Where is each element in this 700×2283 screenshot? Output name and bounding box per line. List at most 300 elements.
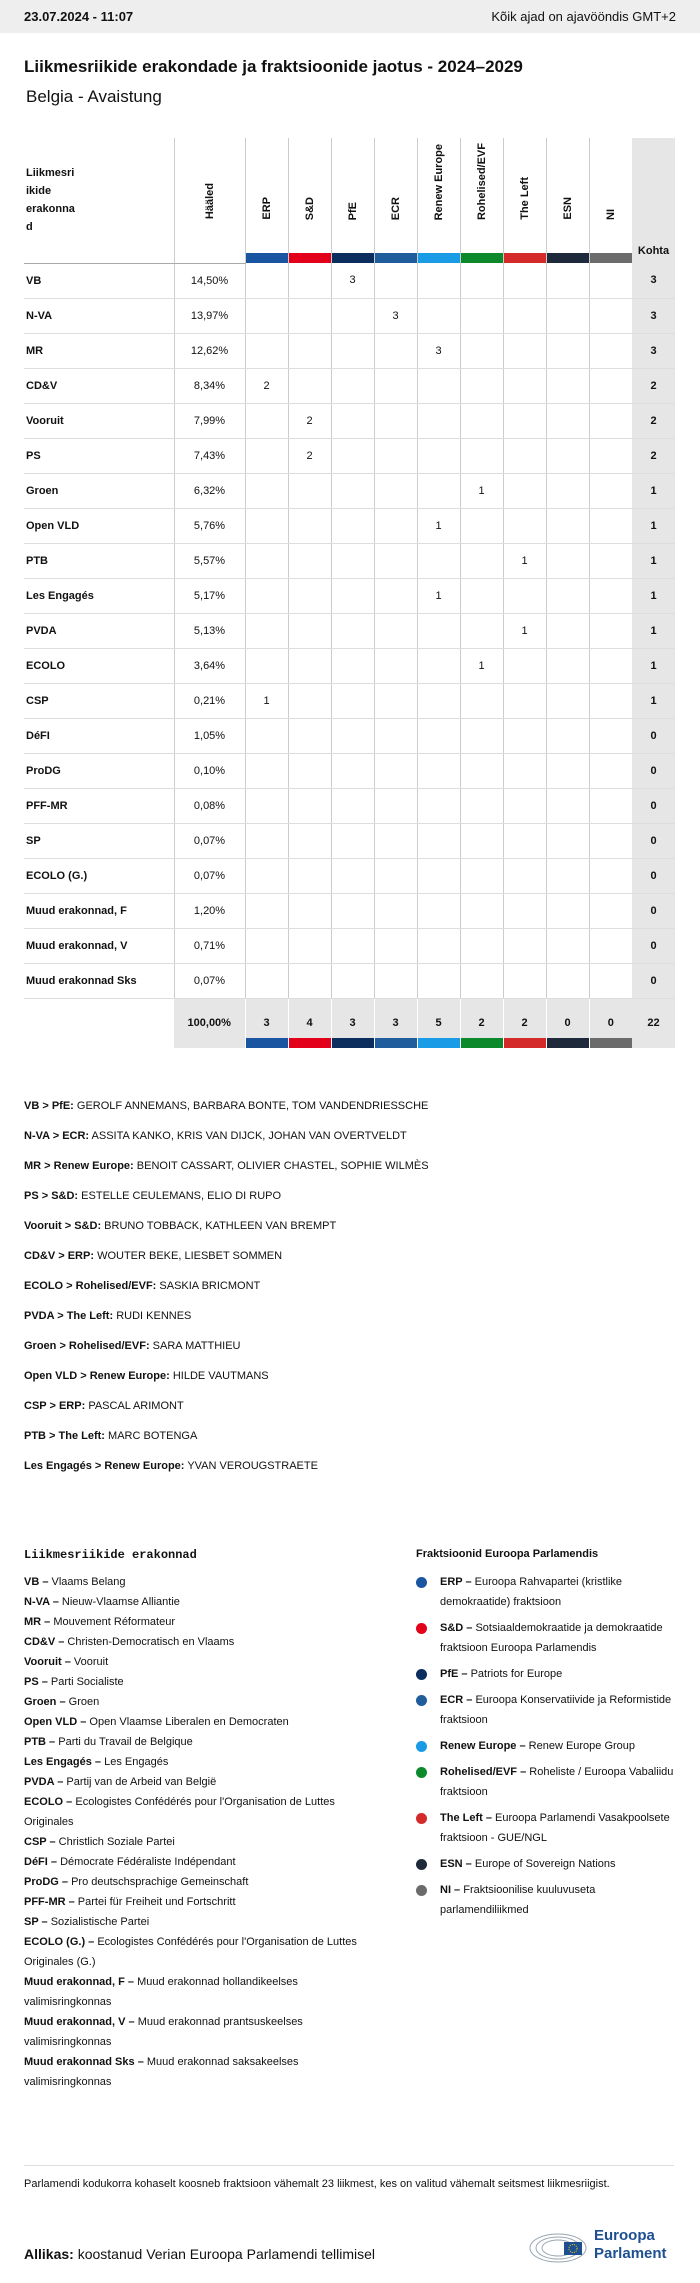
group-seat-cell [417,368,460,403]
results-table [24,138,675,1048]
party-name-cell: Groen [24,473,174,508]
group-seat-cell [331,788,374,823]
group-total-cell [245,998,288,1048]
group-total-cell [589,998,632,1048]
member-entry [24,1338,674,1368]
group-color-dot-icon [416,1885,427,1896]
group-column-header [374,138,417,263]
group-seat-cell: 2 [245,368,288,403]
group-legend-item [416,1762,678,1802]
group-color-swatch [332,253,374,263]
group-seat-cell [546,963,589,998]
table-row [24,928,675,963]
group-seat-cell [245,263,288,298]
party-legend-item [24,1692,364,1712]
group-seat-cell: 3 [417,333,460,368]
group-column-header [546,138,589,263]
group-seat-cell [417,648,460,683]
group-seat-cell [245,543,288,578]
group-abbreviation: ERP – [440,1576,472,1588]
group-seat-cell [288,508,331,543]
group-seat-cell [331,578,374,613]
party-name-cell: ECOLO (G.) [24,858,174,893]
group-seat-cell [417,718,460,753]
group-seat-cell [374,928,417,963]
group-seat-cell [460,963,503,998]
parliament-emblem-icon [528,2226,588,2264]
group-seat-cell [245,473,288,508]
group-column-header [417,138,460,263]
group-seat-cell [503,893,546,928]
member-names: SASKIA BRICMONT [159,1280,261,1292]
group-seat-cell [331,928,374,963]
party-full-name: Mouvement Réformateur [53,1616,176,1628]
party-legend-item [24,1772,364,1792]
party-legend-item [24,1592,364,1612]
seats-cell: 2 [632,403,675,438]
group-seat-cell [503,683,546,718]
group-seat-cell [546,753,589,788]
party-legend-item [24,2052,364,2092]
group-abbreviation: NI – [440,1884,461,1896]
member-names: ASSITA KANKO, KRIS VAN DIJCK, JOHAN VAN OVERTVELDT [91,1130,407,1142]
party-name-cell: CSP [24,683,174,718]
table-row [24,438,675,473]
votes-cell: 0,07% [174,963,245,998]
group-abbreviation: S&D – [440,1622,473,1634]
group-seat-cell [589,963,632,998]
group-seat-cell [460,438,503,473]
group-color-swatch [332,1038,374,1048]
party-name-cell: PS [24,438,174,473]
group-seat-cell [374,963,417,998]
votes-cell: 1,20% [174,893,245,928]
group-legend-text [440,1618,678,1658]
group-seat-cell [546,858,589,893]
group-seat-cell [374,473,417,508]
member-group-key: PVDA > The Left: [24,1310,114,1322]
group-header-text: ERP [260,197,273,220]
group-seat-cell [546,648,589,683]
group-color-swatch [590,1038,633,1048]
group-seat-cell [460,613,503,648]
group-full-name: Euroopa Rahvapartei (kristlike demokraatide) fraktsioon [440,1576,623,1608]
group-seat-cell [331,648,374,683]
group-seat-cell [417,928,460,963]
votes-cell: 0,08% [174,788,245,823]
group-header-text: ECR [389,196,402,220]
member-entry [24,1368,674,1398]
group-seat-cell [460,263,503,298]
party-name-cell: N-VA [24,298,174,333]
group-seat-cell [460,858,503,893]
party-full-name: Vooruit [73,1656,109,1668]
timezone-note: Kõik ajad on ajavööndis GMT+2 [491,9,676,24]
group-seat-cell [245,893,288,928]
group-seat-cell [503,578,546,613]
table-row [24,403,675,438]
table-row [24,823,675,858]
party-abbreviation: Muud erakonnad, V – [24,2016,135,2028]
votes-cell: 5,57% [174,543,245,578]
group-seat-cell [245,963,288,998]
group-seat-cell [374,543,417,578]
table-row [24,543,675,578]
member-group-key: N-VA > ECR: [24,1130,90,1142]
votes-cell: 8,34% [174,368,245,403]
group-seat-cell [417,963,460,998]
group-header-text: NI [604,209,617,220]
group-seat-cell [374,648,417,683]
party-abbreviation: ProDG – [24,1876,69,1888]
party-full-name: Groen [68,1696,100,1708]
group-seat-cell [374,718,417,753]
group-seat-cell [374,508,417,543]
group-color-swatch [375,253,417,263]
group-seat-cell: 1 [460,648,503,683]
group-seat-cell [417,823,460,858]
group-seat-cell [331,543,374,578]
table-row [24,718,675,753]
group-seat-cell [589,333,632,368]
group-total-value: 3 [349,1017,356,1030]
group-seat-cell: 1 [417,578,460,613]
group-seat-cell [503,403,546,438]
group-seat-cell [331,963,374,998]
party-name-cell: Vooruit [24,403,174,438]
group-seat-cell [546,718,589,753]
party-abbreviation: Open VLD – [24,1716,87,1728]
party-abbreviation: SP – [24,1916,48,1928]
group-total-value: 0 [607,1017,614,1030]
group-legend-text [440,1854,616,1874]
group-seat-cell [374,753,417,788]
member-entry [24,1248,674,1278]
party-legend-item [24,1612,364,1632]
seats-cell: 0 [632,788,675,823]
group-seat-cell [417,473,460,508]
group-seat-cell [460,578,503,613]
group-color-swatch [547,253,589,263]
member-entry [24,1398,674,1428]
party-legend-item [24,1972,364,2012]
group-legend-text [440,1736,635,1756]
group-seat-cell [589,263,632,298]
member-group-key: PS > S&D: [24,1190,79,1202]
party-legend [24,1548,364,2092]
seats-cell: 2 [632,368,675,403]
group-full-name: Euroopa Parlamendi Vasakpoolsete fraktsioon - GUE/NGL [440,1812,670,1844]
group-color-swatch [289,1038,331,1048]
votes-column-header [174,138,245,263]
group-seat-cell [374,858,417,893]
party-legend-item [24,1652,364,1672]
party-abbreviation: Les Engagés – [24,1756,102,1768]
group-seat-cell: 2 [288,403,331,438]
member-group-key: Groen > Rohelised/EVF: [24,1340,150,1352]
group-seat-cell [546,613,589,648]
party-abbreviation: Vooruit – [24,1656,71,1668]
logo-line-1: Euroopa [594,2227,655,2244]
member-group-key: CD&V > ERP: [24,1250,94,1262]
member-entry [24,1128,674,1158]
group-legend-item [416,1690,678,1730]
seats-cell: 0 [632,718,675,753]
group-seat-cell [546,893,589,928]
group-full-name: Europe of Sovereign Nations [474,1858,616,1870]
table-row [24,858,675,893]
votes-cell: 0,21% [174,683,245,718]
source-label: Allikas: [24,2246,74,2262]
group-seat-cell [589,543,632,578]
party-legend-item [24,1752,364,1772]
group-column-header [288,138,331,263]
group-seat-cell [460,368,503,403]
party-full-name: Partij van de Arbeid van België [66,1776,217,1788]
totals-row [24,998,675,1048]
group-total-cell [460,998,503,1048]
group-seat-cell [589,928,632,963]
seats-column-header: Kohta [632,138,675,263]
group-total-value: 3 [263,1017,270,1030]
group-column-header [245,138,288,263]
logo-line-2: Parlament [594,2245,667,2262]
group-seat-cell [546,403,589,438]
group-seat-cell [245,438,288,473]
group-seat-cell [288,753,331,788]
group-color-swatch [547,1038,589,1048]
timestamp: 23.07.2024 - 11:07 [24,9,134,24]
group-total-value: 2 [521,1017,528,1030]
table-row [24,578,675,613]
member-names: SARA MATTHIEU [152,1340,241,1352]
seats-cell: 0 [632,928,675,963]
party-abbreviation: PVDA – [24,1776,64,1788]
group-abbreviation: The Left – [440,1812,492,1824]
party-full-name: Parti Socialiste [50,1676,124,1688]
party-name-cell: Les Engagés [24,578,174,613]
table-row [24,368,675,403]
group-seat-cell [589,823,632,858]
group-seat-cell: 1 [503,613,546,648]
group-legend-item [416,1854,678,1874]
group-header-text: PfE [346,201,359,220]
group-seat-cell [374,788,417,823]
party-full-name: Open Vlaamse Liberalen en Democraten [89,1716,289,1728]
group-total-value: 0 [564,1017,571,1030]
table-row [24,963,675,998]
group-seat-cell [288,858,331,893]
group-column-header [460,138,503,263]
group-seat-cell [417,298,460,333]
group-seat-cell [589,368,632,403]
group-seat-cell [589,788,632,823]
group-seat-cell [546,683,589,718]
seats-cell: 0 [632,858,675,893]
group-color-dot-icon [416,1813,427,1824]
votes-cell: 14,50% [174,263,245,298]
party-abbreviation: CD&V – [24,1636,65,1648]
party-legend-item [24,1932,364,1972]
group-color-swatch [418,1038,460,1048]
group-legend-item [416,1736,678,1756]
group-seat-cell [331,858,374,893]
group-seat-cell [460,788,503,823]
group-seat-cell [331,333,374,368]
group-seat-cell [374,438,417,473]
party-name-cell: PFF-MR [24,788,174,823]
totals-label-cell [24,998,174,1048]
group-seat-cell [245,788,288,823]
group-seat-cell [503,963,546,998]
party-name-cell: DéFI [24,718,174,753]
group-seat-cell [460,893,503,928]
seats-cell: 3 [632,333,675,368]
group-seat-cell [417,858,460,893]
party-legend-item [24,1732,364,1752]
source-text: koostanud Verian Euroopa Parlamendi tellimisel [77,2246,375,2262]
group-seat-cell [331,508,374,543]
group-color-dot-icon [416,1577,427,1588]
group-seat-cell [503,473,546,508]
votes-cell: 5,17% [174,578,245,613]
group-seat-cell [546,788,589,823]
party-legend-item [24,1892,364,1912]
votes-header-text: Hääled [203,183,216,220]
group-legend-text [440,1762,678,1802]
table-row [24,613,675,648]
group-full-name: Renew Europe Group [528,1740,636,1752]
footer-note: Parlamendi kodukorra kohaselt koosneb fraktsioon vähemalt 23 liikmest, kes on valitud vähemalt seitsmest liikmesriigist. [24,2165,674,2194]
seats-cell: 1 [632,613,675,648]
group-seat-cell [503,718,546,753]
party-header-line: erakonna [26,203,75,216]
group-seat-cell [589,403,632,438]
party-full-name: Vlaams Belang [51,1576,126,1588]
group-seat-cell [288,893,331,928]
group-seat-cell [546,508,589,543]
party-legend-item [24,1872,364,1892]
seats-cell: 0 [632,963,675,998]
table-body [24,263,675,1048]
group-seat-cell [288,333,331,368]
group-seat-cell [460,753,503,788]
group-abbreviation: ECR – [440,1694,473,1706]
member-group-key: CSP > ERP: [24,1400,86,1412]
party-abbreviation: DéFI – [24,1856,58,1868]
group-color-swatch [289,253,331,263]
group-seat-cell: 2 [288,438,331,473]
group-seat-cell [503,788,546,823]
group-seat-cell [288,928,331,963]
votes-cell: 0,10% [174,753,245,788]
group-legend-title: Fraktsioonid Euroopa Parlamendis [416,1548,599,1560]
table-row [24,508,675,543]
group-seat-cell [331,473,374,508]
group-seat-cell [589,858,632,893]
group-total-cell [417,998,460,1048]
group-color-dot-icon [416,1623,427,1634]
party-full-name: Muud erakonnad hollandikeelses valimisringkonnas [24,1976,298,2008]
group-seat-cell [589,473,632,508]
group-seat-cell [503,648,546,683]
party-full-name: Nieuw-Vlaamse Alliantie [61,1596,180,1608]
member-entry [24,1428,674,1458]
group-seat-cell [503,753,546,788]
group-seat-cell [589,508,632,543]
seats-cell: 3 [632,298,675,333]
group-color-swatch [504,1038,546,1048]
table-row [24,333,675,368]
group-seat-cell [589,753,632,788]
votes-cell: 13,97% [174,298,245,333]
seats-cell: 2 [632,438,675,473]
group-seat-cell [417,403,460,438]
party-abbreviation: ECOLO – [24,1796,73,1808]
party-full-name: Ecologistes Confédérés pour l'Organisation de Luttes Originales (G.) [24,1936,357,1968]
group-seat-cell [546,473,589,508]
group-seat-cell [245,403,288,438]
party-abbreviation: Groen – [24,1696,66,1708]
seats-cell: 1 [632,578,675,613]
party-abbreviation: Muud erakonnad Sks – [24,2056,144,2068]
group-header-text: Rohelised/EVF [475,142,488,220]
group-color-swatch [418,253,460,263]
votes-cell: 7,43% [174,438,245,473]
party-legend-item [24,1852,364,1872]
group-seat-cell [288,368,331,403]
group-legend-text [440,1690,678,1730]
member-entry [24,1278,674,1308]
group-color-dot-icon [416,1767,427,1778]
seats-cell: 1 [632,508,675,543]
group-seat-cell [589,613,632,648]
party-legend-item [24,1912,364,1932]
group-seat-cell [288,823,331,858]
group-seat-cell [589,648,632,683]
group-seat-cell [331,438,374,473]
group-seat-cell [503,823,546,858]
group-seat-cell [546,823,589,858]
group-seat-cell [245,823,288,858]
group-seat-cell: 3 [331,263,374,298]
party-name-cell: ProDG [24,753,174,788]
party-abbreviation: ECOLO (G.) – [24,1936,95,1948]
group-seat-cell: 1 [503,543,546,578]
group-seat-cell [546,263,589,298]
party-legend-item [24,1712,364,1732]
party-name-cell: CD&V [24,368,174,403]
group-legend [416,1548,678,1926]
page-header [0,33,700,107]
seats-cell: 3 [632,263,675,298]
party-legend-item [24,1672,364,1692]
group-abbreviation: ESN – [440,1858,472,1870]
group-seat-cell [331,683,374,718]
party-legend-item [24,2012,364,2052]
group-seat-cell: 1 [460,473,503,508]
group-legend-text [440,1880,678,1920]
party-full-name: Christen-Democratisch en Vlaams [67,1636,235,1648]
seats-cell: 1 [632,473,675,508]
member-names: WOUTER BEKE, LIESBET SOMMEN [97,1250,283,1262]
party-legend-item [24,1572,364,1592]
member-names: MARC BOTENGA [108,1430,198,1442]
party-full-name: Pro deutschsprachige Gemeinschaft [71,1876,249,1888]
member-names: YVAN VEROUGSTRAETE [187,1460,318,1472]
group-seat-cell [245,298,288,333]
party-full-name: Parti du Travail de Belgique [58,1736,193,1748]
